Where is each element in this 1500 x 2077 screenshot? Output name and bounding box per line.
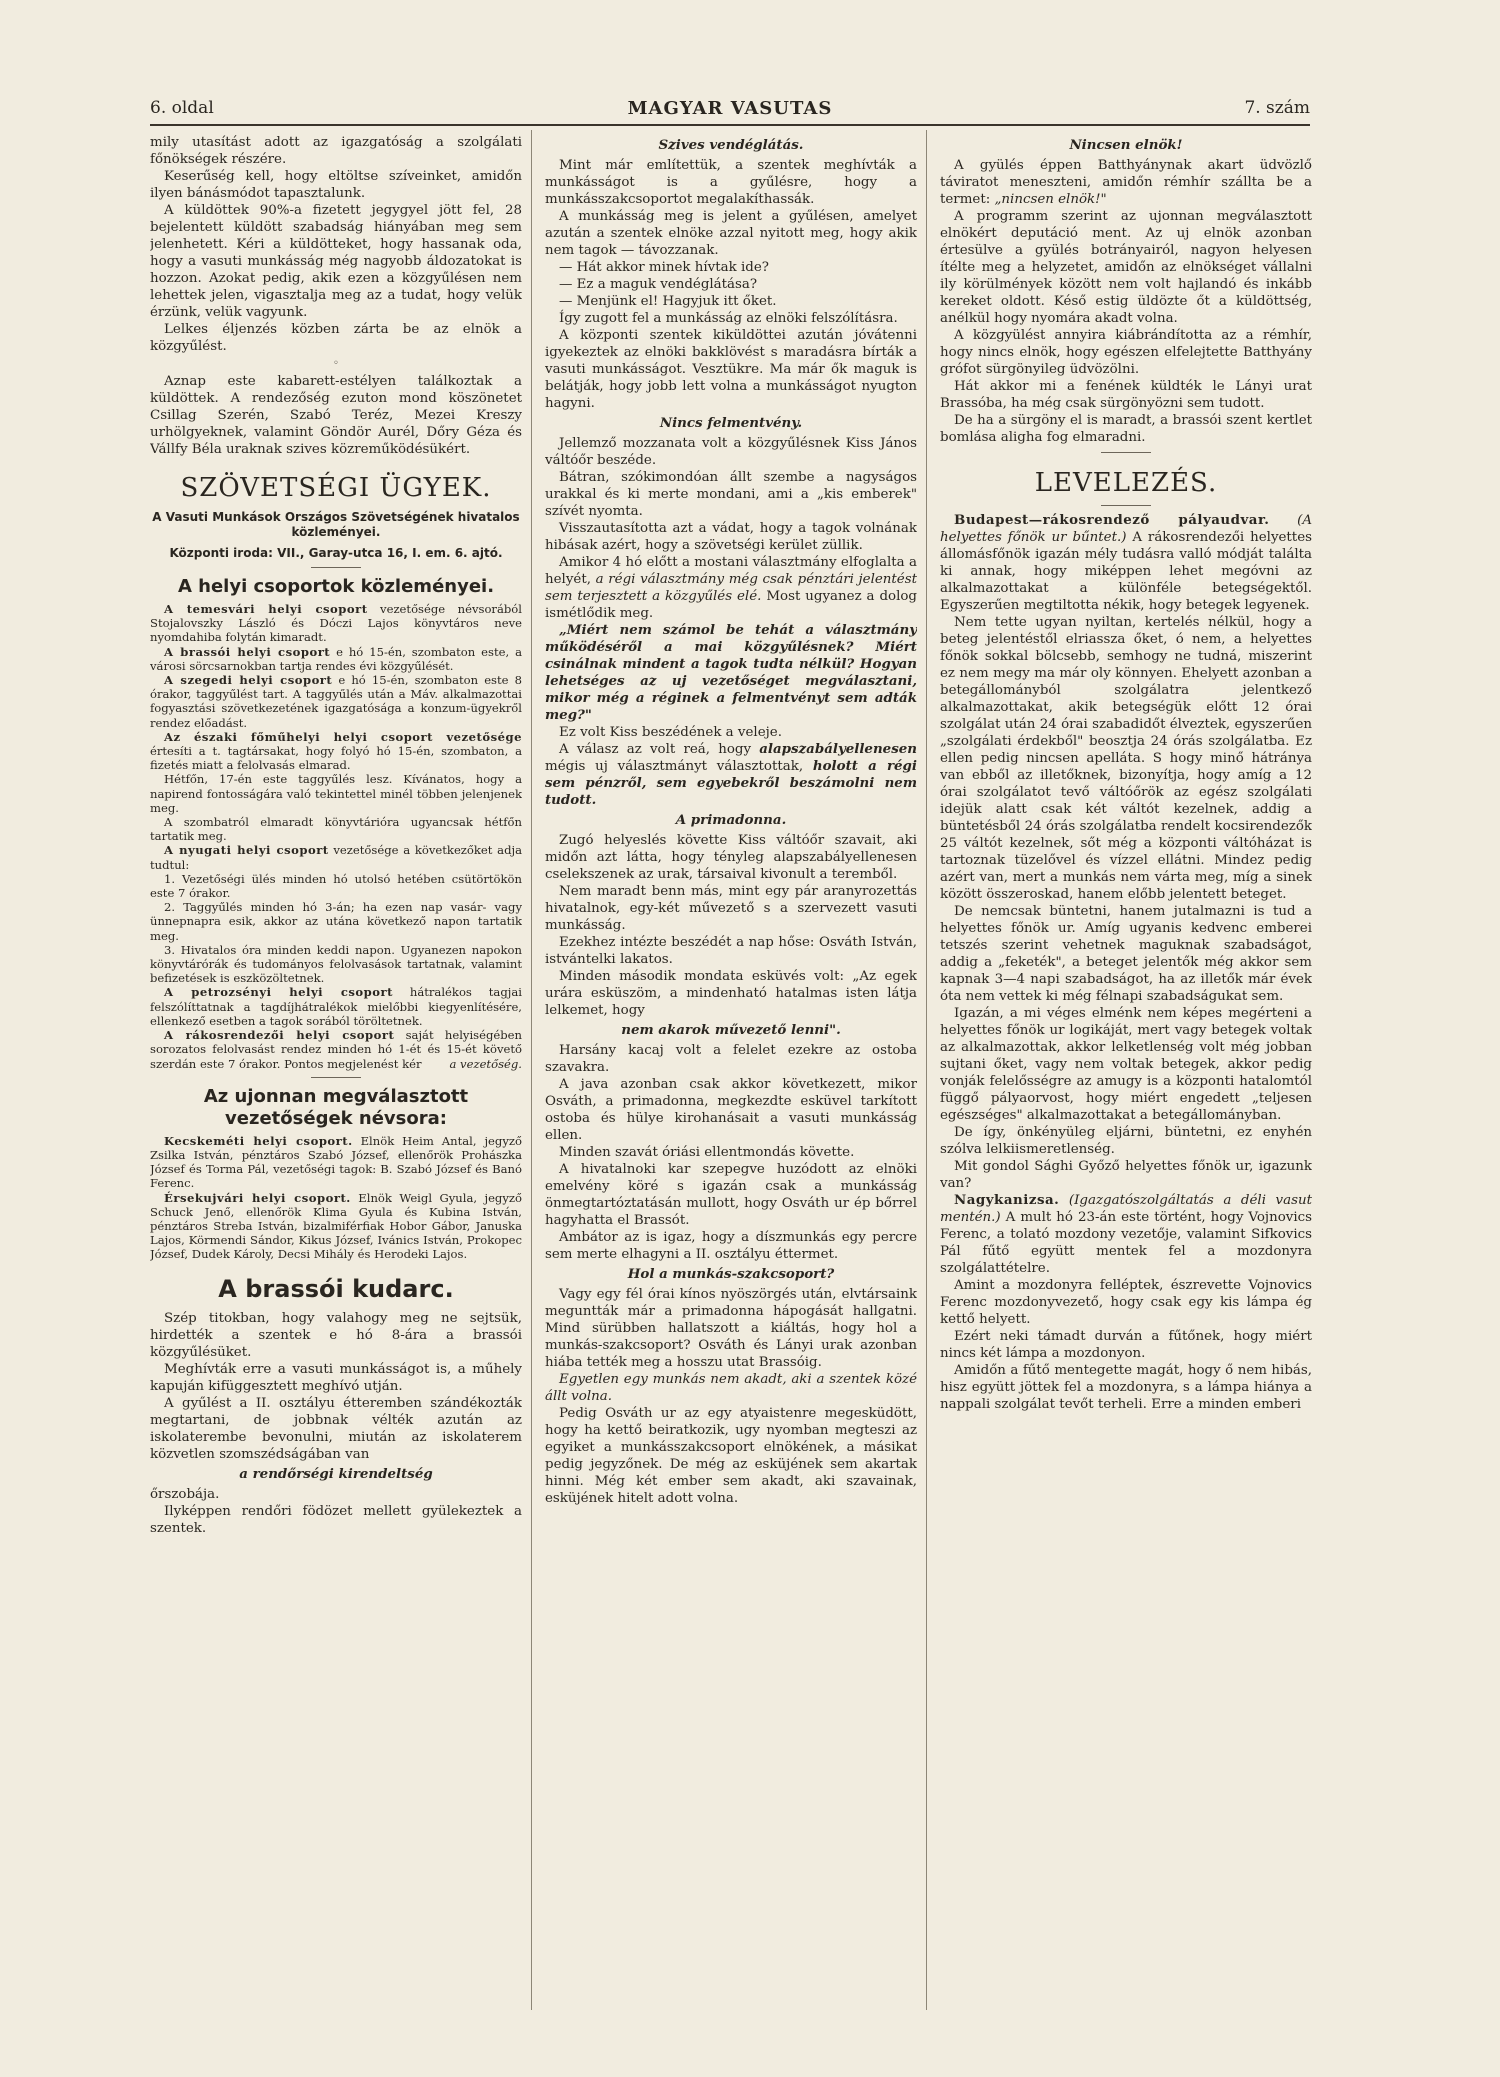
paragraph: Egyetlen egy munkás nem akadt, aki a szentek közé állt volna. bbox=[545, 1372, 917, 1404]
paragraph: Mint már említettük, a szentek meghívták a munkásságot is a gyűlésre, hogy a munkásszakcsoportot megalakíthassák. bbox=[545, 158, 917, 207]
paragraph: őrszobája. bbox=[150, 1486, 220, 1502]
paragraph: Mit gondol Sághi Győző helyettes főnök ur, igazunk van? bbox=[940, 1159, 1312, 1191]
paragraph: De így, önkényüleg eljárni, büntetni, ez enyhén szólva lelkiismeretlenség. bbox=[940, 1125, 1312, 1157]
paragraph: Visszautasította azt a vádat, hogy a tagok volnának hibásak azért, hogy a szövetségi kerület züllik. bbox=[545, 521, 917, 553]
paragraph: Harsány kacaj volt a felelet ezekre az ostoba szavakra. bbox=[545, 1043, 917, 1075]
paragraph: Szép titokban, hogy valahogy meg ne sejtsük, hirdették a szentek e hó 8-ára a brassói közgyűlésüket. bbox=[150, 1310, 522, 1360]
subheading: Nincs felmentvény. bbox=[659, 415, 803, 431]
article-title-brasso: A brassói kudarc. bbox=[218, 1274, 454, 1303]
paragraph: mily utasítást adott az igazgatóság a szolgálati főnökségek részére. bbox=[150, 135, 522, 167]
column-middle bbox=[545, 134, 917, 2034]
notice: A nyugati helyi csoport vezetősége a következőket adja tudtul: bbox=[150, 843, 522, 872]
separator-line bbox=[1101, 505, 1151, 506]
paragraph: A munkásság meg is jelent a gyűlésen, amelyet azután a szentek elnöke azzal nyitott meg, hogy akik nem tagok — távozzanak. bbox=[545, 209, 917, 258]
subheading: A primadonna. bbox=[675, 812, 787, 828]
paragraph: Pedig Osváth ur az egy atyaistenre megesküdött, hogy ha kettő beiratkozik, ugy nyomban megteszi az egyiket a munkásszakcsoport elnökének, a másikat pedig jegyzőnek. De még az esküjének sem akartak hinni. Még két ember sem akadt, aki szavainak, esküjének hitelt adott volna. bbox=[545, 1406, 917, 1506]
dialogue-line: — Ez a maguk vendéglátása? bbox=[559, 277, 758, 292]
section-title-uj: Az ujonnan megválasztott vezetőségek névsora: bbox=[203, 1085, 469, 1129]
office-address: Központi iroda: VII., Garay-utca 16, I. em. 6. ajtó. bbox=[169, 546, 503, 560]
separator-line bbox=[311, 1077, 361, 1078]
paragraph: A gyülés éppen Batthyánynak akart üdvözlő táviratot meneszteni, amidőn rémhír szállta be a termet: „nincsen elnök!" bbox=[940, 158, 1312, 207]
paragraph: Jellemző mozzanata volt a közgyűlésnek Kiss János váltóőr beszéde. bbox=[545, 436, 917, 468]
letter-paragraph: Nagykanizsa. (Igazgatószolgáltatás a déli vasut mentén.) A mult hó 23-án este történt, hogy Vojnovics Ferenc, a tolató mozdony vezetője, valamint Sifkovics Pál fűtő együtt mentek fel a mozdonyra szolgálattételre. bbox=[940, 1192, 1312, 1276]
paragraph: De nemcsak büntetni, hanem jutalmazni is tud a helyettes főnök ur. Amíg ugyanis kedvenc emberei tetszés szerint vehetnek maguknak szabadságot, addig a „feketék", a beteget jelentők még akkor sem kapnak 3—4 napi szabadságot, ha az illetők már évek óta nem vettek ki még félnapi szabadságukat sem. bbox=[940, 904, 1312, 1004]
paragraph: Ilyképpen rendőri födözet mellett gyülekeztek a szentek. bbox=[150, 1503, 522, 1536]
paragraph: A programm szerint az ujonnan megválasztott elnökért deputáció ment. Az uj elnök azonban értesülve a gyülés botrányairól, nagyon helyesen ítélte meg a helyzetet, amidőn az elnökséget vállalni ily körülmények között nem volt hajlandó és inkább kereket oldott. Késő estig üldözte őt a küldöttség, anélkül hogy nyomára akadt volna. bbox=[940, 209, 1312, 326]
paragraph: Aznap este kabarett-estélyen találkoztak a küldöttek. A rendezőség ezuton mond köszönetet Csillag Szerén, Szabó Teréz, Mezei Kreszy urhölgyeknek, valamint Göndör Aurél, Dőry Géza és Vállfy Béla uraknak szives közreműködésükért. bbox=[150, 374, 522, 457]
notice: A szegedi helyi csoport e hó 15-én, szombaton este 8 órakor, taggyűlést tart. A taggyűlés után a Máv. alkalmazottai fogyasztási szövetkezetének igazgatósága a konzum-ügyekről rendez előadást. bbox=[150, 673, 522, 730]
subheading: Szives vendéglátás. bbox=[658, 137, 804, 153]
notice-item: 2. Taggyűlés minden hó 3-án; ha ezen nap vasár- vagy ünnepnapra esik, akkor az utána következő napon tartatik meg. bbox=[150, 900, 522, 943]
paragraph: Keserűség kell, hogy eltöltse szíveinket, amidőn ilyen bánásmódot tapasztalunk. bbox=[150, 169, 522, 201]
paragraph: A válasz az volt reá, hogy alapszabályellenesen mégis uj választmányt választottak, holott a régi sem pénzről, sem egyebekről beszámolni nem tudott. bbox=[545, 741, 917, 808]
paragraph: Bátran, szókimondóan állt szembe a nagyságos urakkal és ki merte mondani, ami a „kis emberek" szívét nyomta. bbox=[545, 470, 917, 519]
notice: A rákosrendezői helyi csoport saját helyiségében sorozatos felolvasást rendez minden hó 1-ét és 15-ét követő szerdán este 7 órakor. Pontos megjelenést kér a vezetőség. bbox=[150, 1028, 522, 1071]
list-entry: Érsekujvári helyi csoport. Elnök Weigl Gyula, jegyző Schuck Jenő, ellenőrök Klima Gyula és Kubina István, pénztáros Streba István, bizalmiférfiak Hobor Gábor, Januska Lajos, Körmendi Sándor, Kikus József, Ivánics István, Prokopec József, Dudek Károly, Decsi Mihály és Herodeki Lajos. bbox=[150, 1190, 522, 1262]
paragraph: Vagy egy fél órai kínos nyöszörgés után, elvtársaink meguntták már a primadonna hápogását hallgatni. Mind sürübben hallatszott a kiáltás, hogy hol a munkás-szakcsoport? Osváth és Lányi urak azonban hiába tették meg a hosszu utat Brassóig. bbox=[545, 1287, 917, 1370]
section-title-szovetsegi: SZÖVETSÉGI ÜGYEK. bbox=[180, 473, 492, 503]
notice: Hétfőn, 17-én este taggyűlés lesz. Kívánatos, hogy a napirend fontosságára való tekintettel minél többen jelenjenek meg. bbox=[150, 772, 522, 815]
paragraph: Amint a mozdonyra felléptek, észrevette Vojnovics Ferenc mozdonyvezető, hogy csak egy kis lámpa ég kettő helyett. bbox=[940, 1278, 1312, 1327]
column-left bbox=[150, 134, 522, 2034]
paragraph: Minden második mondata esküvés volt: „Az egek urára esküszöm, a mindenható hatalmas isten látja lelkemet, hogy bbox=[545, 969, 917, 1018]
column-divider bbox=[531, 130, 532, 2010]
paragraph: Meghívták erre a vasuti munkásságot is, a műhely kapuján kifüggesztett meghívó utján. bbox=[150, 1361, 522, 1394]
section-title-helyi: A helyi csoportok közleményei. bbox=[177, 576, 495, 597]
notice-item: 1. Vezetőségi ülés minden hó utolsó hetében csütörtökön este 7 órakor. bbox=[150, 871, 522, 901]
issue-number: 7. szám bbox=[1244, 98, 1310, 118]
column-divider bbox=[926, 130, 927, 2010]
section-title-levelezes: LEVELEZÉS. bbox=[1034, 468, 1218, 498]
paragraph: A küldöttek 90%-a fizetett jegygyel jött fel, 28 bejelentett küldött szabadság hiányában meg sem jelenhetett. Kéri a küldötteket, hogy hassanak oda, hogy a vasuti munkásság még nagyobb áldozatokat is hozzon. Azokat pedig, akik ezen a közgyűlésen nem lehettek jelen, vigasztalja meg az a tudat, hogy velük érzünk, velük vagyunk. bbox=[150, 203, 522, 320]
paragraph: A központi szentek kiküldöttei azután jóvátenni igyekeztek az elnöki bakklövést s maradásra bírták a vasuti munkásságot. Vesztükre. Ma már ők maguk is belátják, hogy jobb lett volna a munkásságot nyugton hagyni. bbox=[545, 328, 917, 411]
page-number: 6. oldal bbox=[150, 98, 214, 118]
notice-item: 3. Hivatalos óra minden keddi napon. Ugyanezen napokon könyvtárórák és tudományos felolvasások tartatnak, valamint befizetések is eszközöltetnek. bbox=[150, 942, 522, 986]
paragraph: Ezekhez intézte beszédét a nap hőse: Osváth István, istvántelki lakatos. bbox=[545, 935, 917, 967]
notice: A temesvári helyi csoport vezetősége névsorából Stojalovszky László és Dóczi Lajos könyvtáros neve nyomdahiba folytán kimaradt. bbox=[150, 602, 522, 645]
paragraph: De ha a sürgöny el is maradt, a brassói szent kertlet bomlása aligha fog elmaradni. bbox=[940, 413, 1312, 445]
paragraph: A közgyülést annyira kiábrándította az a rémhír, hogy nincs elnök, hogy egészen elfelejtette Batthyány grófot sürgönyileg üdvözölni. bbox=[940, 328, 1312, 377]
notice: A petrozsényi helyi csoport hátralékos tagjai felszólíttatnak a tagdíjhátralékok mielőbbi kiegyenlítésére, ellenkező esetben a tagok sorából töröltetnek. bbox=[150, 985, 522, 1028]
emphasis-line: nem akarok művezető lenni". bbox=[621, 1022, 841, 1038]
notice: A brassói helyi csoport e hó 15-én, szombaton este, a városi sörcsarnokban tartja rendes évi közgyűlését. bbox=[150, 644, 522, 673]
page-header bbox=[150, 98, 1310, 124]
paragraph: Zugó helyeslés követte Kiss váltóőr szavait, aki midőn azt látta, hogy tényleg alapszabályellenesen cselekszenek az urak, társaival kivonult a teremből. bbox=[545, 833, 917, 882]
quote: „Miért nem számol be tehát a választmány működéséről a mai közgyűlésnek? Miért csinálnak mindent a tagok tudta nélkül? Hogyan lehetséges az uj vezetőséget megválasztani, mikor még a réginek a felmentvényt sem adták meg?" bbox=[545, 622, 917, 723]
paragraph: Minden szavát óriási ellentmondás követte. bbox=[559, 1145, 855, 1160]
list-entry: Kecskeméti helyi csoport. Elnök Heim Antal, jegyző Zsilka István, pénztáros Szabó József, ellenőrök Prohászka József és Torma Pál, vezetőségi tagok: B. Szabó József és Banó Ferenc. bbox=[150, 1133, 522, 1191]
notice: A szombatról elmaradt könyvtárióra ugyancsak hétfőn tartatik meg. bbox=[150, 815, 522, 844]
paragraph: Ezért neki támadt durván a fűtőnek, hogy miért nincs két lámpa a mozdonyon. bbox=[940, 1329, 1312, 1361]
separator-mark: ◦ bbox=[333, 358, 339, 369]
paragraph: Ez volt Kiss beszédének a veleje. bbox=[559, 725, 782, 740]
paragraph: Ambátor az is igaz, hogy a díszmunkás egy percre sem merte elhagyni a II. osztályu éttermet. bbox=[545, 1230, 917, 1262]
letter-paragraph: Budapest—rákosrendező pályaudvar. (A helyettes főnök ur bűntet.) A rákosrendezői helyettes állomásfőnök igazán mély tudásra valló módját találta ki annak, hogy miképpen lehet megóvni az alkalmazottakat a különféle betegségektől. Egyszerűen megtiltotta nékik, hogy betegek legyenek. bbox=[940, 512, 1312, 613]
paragraph: Amidőn a fűtő mentegette magát, hogy ő nem hibás, hisz együtt jöttek fel a mozdonyra, s a lámpa hiánya a nappali szolgálat tevőt terheli. Erre a minden emberi bbox=[940, 1363, 1312, 1412]
header-rule bbox=[150, 124, 1310, 126]
separator-line bbox=[311, 567, 361, 568]
subheading: Nincsen elnök! bbox=[1069, 137, 1183, 153]
paragraph: Hát akkor mi a fenének küldték le Lányi urat Brassóba, ha még csak sürgönyözni sem tudott. bbox=[940, 379, 1312, 411]
paragraph: Amikor 4 hó előtt a mostani választmány elfoglalta a helyét, a régi választmány még csak pénztári jelentést sem terjesztett a közgyűlés elé. Most ugyanez a dolog ismétlődik meg. bbox=[545, 555, 917, 621]
paragraph: Így zugott fel a munkásság az elnöki felszólításra. bbox=[559, 311, 898, 326]
paragraph: Igazán, a mi véges elménk nem képes megérteni a helyettes főnök ur logikáját, mert vagy betegek voltak az alkalmazottak, akkor lelketlenség volt még jobban sujtani őket, vagy nem voltak betegek, akkor pedig vonják felelősségre az amugy is a központi hatalomtól függő pályaorvost, hogy miért engedett „teljesen egészséges" alkalmazottakat a betegállományban. bbox=[940, 1006, 1312, 1123]
newspaper-title: MAGYAR VASUTAS bbox=[627, 98, 833, 119]
paragraph: Nem tette ugyan nyiltan, kertelés nélkül, hogy a beteg jelentéstől elriassza őket, ó nem, a helyettes főnök sokkal bölcsebb, semhogy ne tudná, miszerint ez nem megy ma már oly könnyen. Ehelyett azonban a betegállományból szolgálatra jelentkező alkalmazottakat, akik betegségük előtt 12 órai szolgálat után 24 órai szabadidőt élveztek, egyszerűen „szolgálati érdekből" beosztja 24 órás szolgálatba. Ez ellen pedig nincsen apelláta. S hogy minő hátránya van ebből az illetőknek, bizonyítja, hogy amíg a 12 órai szolgálatot tevő váltóőrök az egész szolgálati idejük alatt csak két váltót kezelnek, addig a büntetésből 24 órás szolgálatba rendelt kocsirendezők 25 váltót kezelnek, sőt még a központi váltóházat is tartoznak tüzelővel és vízzel ellátni. Mindez pedig azért van, mert a munkás nem várta meg, míg a sinek között összeroskad, hanem előbb jelentett beteget. bbox=[940, 615, 1312, 902]
section-subtitle: A Vasuti Munkások Országos Szövetségének hivatalos közleményei. bbox=[152, 510, 520, 539]
paragraph: A hivatalnoki kar szepegve huzódott az elnöki emelvény köré s igazán csak a munkásság önmegtartóztatásán mullott, hogy Osváth ur ép bőrrel hagyhatta el Brassót. bbox=[545, 1162, 917, 1228]
signature: a vezetőség. bbox=[449, 1056, 522, 1071]
paragraph: Lelkes éljenzés közben zárta be az elnök a közgyűlést. bbox=[150, 322, 522, 354]
paragraph: A java azonban csak akkor következett, mikor Osváth, a primadonna, megkezdte esküvel tarkított ostoba és hülye kirohanásait a vasuti munkásság ellen. bbox=[545, 1077, 917, 1143]
column-right bbox=[940, 134, 1312, 2034]
emphasis-line: a rendőrségi kirendeltség bbox=[239, 1465, 433, 1482]
dialogue-line: — Hát akkor minek hívtak ide? bbox=[559, 260, 769, 275]
separator-line bbox=[1101, 452, 1151, 453]
subheading: Hol a munkás-szakcsoport? bbox=[627, 1266, 835, 1282]
notice: Az északi főműhelyi helyi csoport vezetősége értesíti a t. tagtársakat, hogy folyó hó 15-én, szombaton, a fizetés miatt a felolvasás elmarad. bbox=[150, 729, 522, 773]
dialogue-line: — Menjünk el! Hagyjuk itt őket. bbox=[559, 294, 777, 309]
paragraph: Nem maradt benn más, mint egy pár aranyrozettás hivatalnok, egy-két művezető s a szervezett vasuti munkásság. bbox=[545, 884, 917, 933]
paragraph: A gyűlést a II. osztályu étteremben szándékozták megtartani, de jobbnak vélték azután az iskolaterembe bevonulni, miután az iskolaterem közvetlen szomszédságában van bbox=[150, 1395, 522, 1462]
